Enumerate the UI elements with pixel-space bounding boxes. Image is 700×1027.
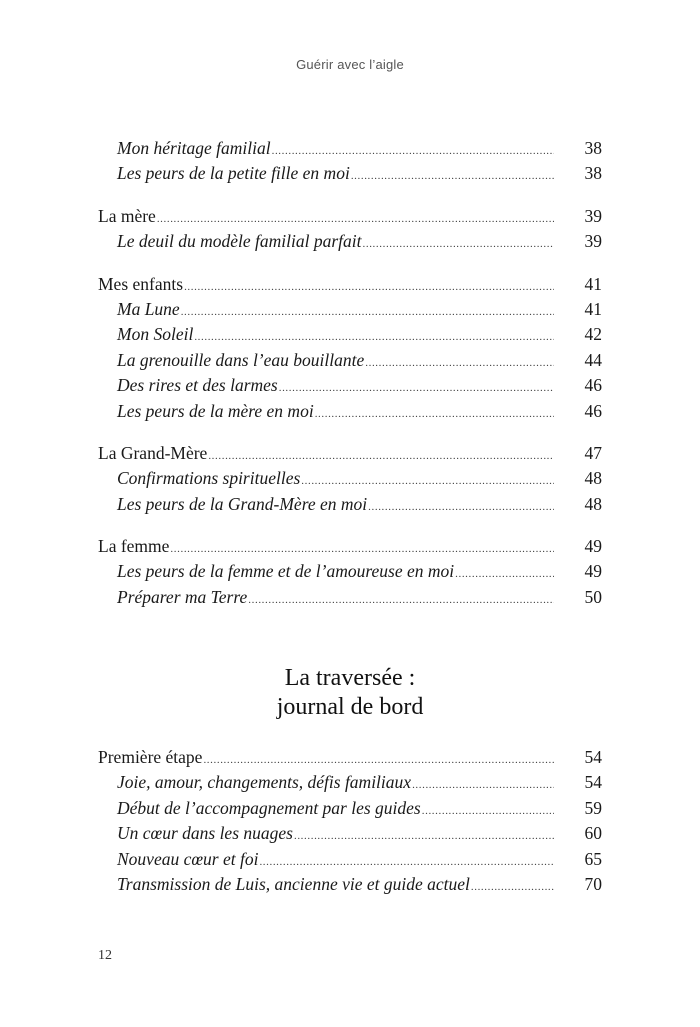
toc-entry-page: 39 xyxy=(584,231,602,252)
toc-entry-page: 46 xyxy=(584,400,602,421)
toc-entry xyxy=(98,272,602,297)
toc-entry-title: La mère xyxy=(98,205,156,226)
toc-entry-page: 54 xyxy=(584,747,602,767)
toc-entry-page: 41 xyxy=(584,273,602,294)
toc-entry xyxy=(98,534,602,559)
toc-entry-title: Ma Lune xyxy=(117,298,180,319)
toc-subentry xyxy=(98,796,602,821)
dot-leader xyxy=(294,824,554,849)
toc-entry-page: 38 xyxy=(584,138,602,158)
toc-entry-page: 50 xyxy=(584,586,602,607)
table-of-contents-part-1 xyxy=(98,136,602,627)
toc-entry xyxy=(98,204,602,229)
toc-subentry xyxy=(98,136,602,161)
toc-group xyxy=(98,441,602,517)
toc-entry-title: Confirmations spirituelles xyxy=(117,468,301,489)
toc-entry xyxy=(98,745,602,770)
toc-subentry xyxy=(98,847,602,872)
dot-leader xyxy=(184,275,554,300)
toc-entry-page: 47 xyxy=(584,442,602,463)
page-number: 12 xyxy=(98,948,112,963)
toc-entry-page: 39 xyxy=(584,205,602,226)
toc-entry-title: La grenouille dans l’eau bouillante xyxy=(117,349,365,370)
dot-leader xyxy=(181,300,554,325)
toc-entry-page: 41 xyxy=(584,298,602,319)
toc-entry-title: Les peurs de la Grand-Mère en moi xyxy=(117,493,368,514)
table-of-contents-part-2 xyxy=(98,745,602,914)
dot-leader xyxy=(248,588,554,613)
section-heading xyxy=(0,664,700,722)
toc-entry-title: La Grand-Mère xyxy=(98,442,208,463)
toc-group xyxy=(98,745,602,897)
toc-entry-page: 70 xyxy=(584,873,602,894)
toc-entry-title: Première étape xyxy=(98,747,203,767)
toc-entry-page: 38 xyxy=(584,163,602,184)
toc-entry-title: Les peurs de la mère en moi xyxy=(117,400,314,421)
toc-entry-page: 44 xyxy=(584,349,602,370)
toc-entry-page: 48 xyxy=(584,468,602,489)
toc-subentry xyxy=(98,821,602,846)
toc-subentry xyxy=(98,373,602,398)
toc-entry-page: 60 xyxy=(584,823,602,844)
toc-entry-title: Préparer ma Terre xyxy=(117,586,248,607)
toc-entry-page: 42 xyxy=(584,324,602,345)
dot-leader xyxy=(315,402,554,427)
toc-entry-title: Mon Soleil xyxy=(117,324,194,345)
dot-leader xyxy=(365,351,554,376)
toc-entry-page: 49 xyxy=(584,536,602,557)
toc-entry-page: 49 xyxy=(584,561,602,582)
section-heading-line-2: journal de bord xyxy=(276,694,424,720)
running-head: Guérir avec l’aigle xyxy=(296,57,404,72)
toc-subentry xyxy=(98,770,602,795)
toc-subentry xyxy=(98,872,602,897)
toc-entry-title: Transmission de Luis, ancienne vie et guide actuel xyxy=(117,873,470,894)
dot-leader xyxy=(279,376,554,401)
dot-leader xyxy=(471,875,554,900)
toc-entry-page: 54 xyxy=(584,772,602,793)
toc-subentry xyxy=(98,322,602,347)
toc-subentry xyxy=(98,399,602,424)
toc-subentry xyxy=(98,229,602,254)
toc-entry-title: Mon héritage familial xyxy=(117,138,271,158)
toc-entry-page: 65 xyxy=(584,848,602,869)
toc-entry-title: Début de l’accompagnement par les guides xyxy=(117,797,421,818)
toc-entry-page: 59 xyxy=(584,797,602,818)
toc-subentry xyxy=(98,348,602,373)
section-heading-line-1: La traversée : xyxy=(284,665,416,691)
dot-leader xyxy=(422,799,554,824)
toc-group xyxy=(98,136,602,187)
toc-subentry xyxy=(98,585,602,610)
toc-group xyxy=(98,534,602,610)
toc-entry xyxy=(98,441,602,466)
dot-leader xyxy=(412,773,554,798)
toc-entry-title: Des rires et des larmes xyxy=(117,375,278,396)
dot-leader xyxy=(363,232,555,257)
toc-entry-title: Un cœur dans les nuages xyxy=(117,823,293,844)
dot-leader xyxy=(368,495,554,520)
toc-entry-title: Le deuil du modèle familial parfait xyxy=(117,231,362,252)
toc-subentry xyxy=(98,492,602,517)
toc-group xyxy=(98,272,602,424)
toc-entry-title: Les peurs de la femme et de l’amoureuse en moi xyxy=(117,561,455,582)
toc-entry-page: 48 xyxy=(584,493,602,514)
toc-subentry xyxy=(98,297,602,322)
toc-entry-page: 46 xyxy=(584,375,602,396)
toc-entry-title: Joie, amour, changements, défis familiaux xyxy=(117,772,412,793)
toc-entry-title: Mes enfants xyxy=(98,273,184,294)
toc-subentry xyxy=(98,466,602,491)
toc-entry-title: La femme xyxy=(98,536,170,557)
dot-leader xyxy=(455,562,554,587)
toc-entry-title: Les peurs de la petite fille en moi xyxy=(117,163,350,184)
toc-group xyxy=(98,204,602,255)
toc-entry-title: Nouveau cœur et foi xyxy=(117,848,259,869)
toc-subentry xyxy=(98,559,602,584)
toc-subentry xyxy=(98,161,602,186)
dot-leader xyxy=(351,164,554,189)
